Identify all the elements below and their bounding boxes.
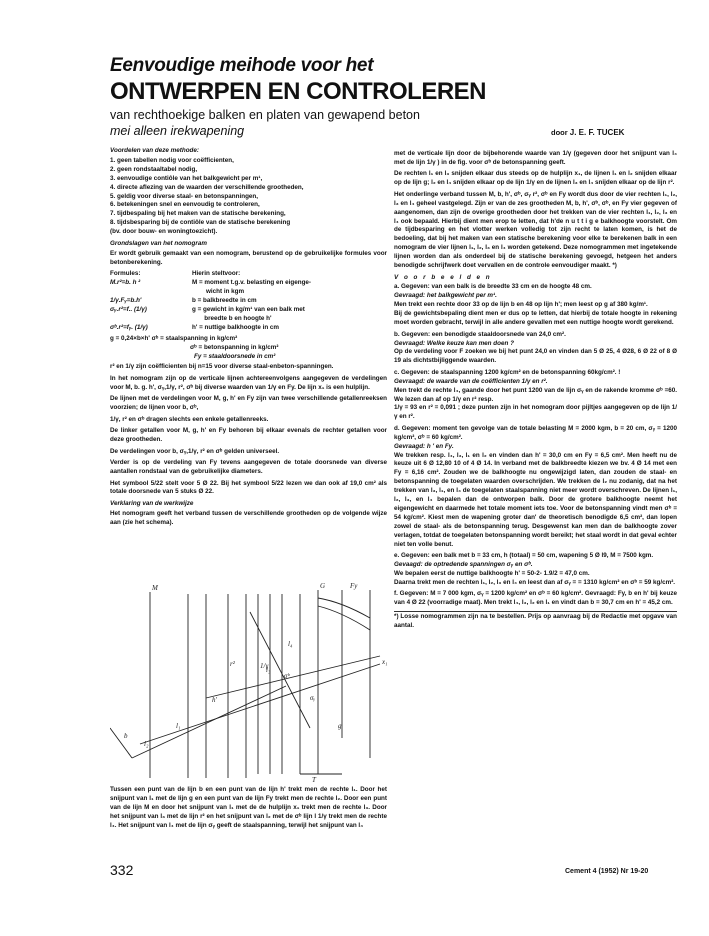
paragraph: De verdelingen voor b, σᵧ,1/γ, r² en σᵇ gelden universeel. xyxy=(110,447,280,455)
label-g: g xyxy=(338,722,342,730)
formula-desc: h' = nuttige balkhoogte in cm xyxy=(192,323,280,331)
nomogram-schema xyxy=(110,578,390,783)
article-title: ONTWERPEN EN CONTROLEREN xyxy=(110,78,487,105)
label-l4: l₄ xyxy=(288,640,293,648)
formula-desc: g = gewicht in kg/m¹ van een balk met xyxy=(192,306,305,313)
formula-desc: b = balkbreedte in cm xyxy=(192,297,257,305)
left-column-lower xyxy=(110,786,387,833)
label-r2: r² xyxy=(230,660,235,668)
nomogram-intro: Er wordt gebruik gemaakt van een nomogram, berustend op de gebruikelijke formules voor betonberekening. xyxy=(110,249,387,266)
formula: M.r²=b. h ² xyxy=(110,279,141,287)
example-e-step: We bepalen eerst de nuttige balkhoogte h' = 50-2- 1.9/2 = 47,0 cm. xyxy=(394,569,590,577)
example-a-answer: Men trekt een rechte door 33 op de lijn b en 48 op lijn h'; men leest op g af 380 kg/m¹. xyxy=(394,301,648,309)
example-a-note: Bij de gewichtsbepaling dient men er dus op te letten, dat hierbij de totale hoogte in rekening moet worden gebracht, terwijl in alle andere gevallen met een nuttige hoogte wordt gerekend. xyxy=(394,310,677,327)
example-a: a. Gegeven: van een balk is de breedte 33 cm en de hoogte 48 cm. xyxy=(394,283,592,291)
paragraph: met de verticale lijn door de bijbehorende waarde van 1/γ (gegeven door het snijpunt van l₄ met de lijn 1/γ ) in de fig. voor σᵇ de betonspanning geeft. xyxy=(394,150,677,166)
example-b-answer: Op de verdeling voor F zoeken we bij het punt 24,0 en vinden dan 5 Ø 25, 4 Ø28, 6 Ø 22 of 8 Ø 19 als dichtstbijliggende waarden. xyxy=(394,348,677,365)
sb-definition: σᵇ = betonspanning in kg/cm² xyxy=(190,343,279,351)
formula: 1/γ.Fᵧ=b.h' xyxy=(110,297,142,305)
formula-row xyxy=(110,279,387,288)
paragraph: Het onderlinge verband tussen M, b, h', σᵇ, σᵧ r², σᵇ en Fy wordt dus door de vier rechten l₁, l₂, l₃ en l₄ geheel vastgelegd. Zijn er van de zes grootheden M, b, h', σᵇ, σᵇ, en Fy vier gegeven of aangenomen, dan zijn de overige grootheden door het trekken van de vier rechten l₁, l₂, l₃ en l₄ ook bepaald. Hierbij dient men erop te letten, dat h'de n u t t i g e balkhoogte voorstelt. Om de tijdbesparing en het vlotter werken volledig tot zijn recht te laten komen, is het de bedoeling, dat bij het maken van een statische berekening voor elke te berekenen balk in een nomogram de vier lijnen l₁, l₂, l₃ en l₄ worden getekend. Deze nomogrammen met ingetekende lijnen worden dan als onderdeel bij de statische berekening gevoegd, hetgeen het anders benodigde schrijfwerk doet vervallen en de controle eenvoudiger maakt. *) xyxy=(394,190,677,270)
list-item: 4. directe aflezing van de waarden der verschillende grootheden, xyxy=(110,183,304,191)
advantages-heading: Voordelen van deze methode: xyxy=(110,147,199,154)
left-column xyxy=(110,147,387,530)
example-c-result: 1/γ = 93 en r² = 0,091 ; deze punten zijn in het nomogram door pijltjes aangegeven op de lijn 1/γ en r². xyxy=(394,404,677,421)
label-x1: x₁ xyxy=(382,658,388,666)
paragraph: Tussen een punt van de lijn b en een punt van de lijn h' trekt men de rechte l₁. Door het snijpunt van l₁ met de lijn g en een punt van de lijn Fy trekt men de rechte l₂. Door een punt van de lijn M en door het snijpunt van l₁ met de de hulplijn x₁ trekt men de rechte l₃. Door het snijpunt van l₃ met de lijn r² en het snijpunt van l₂ met de σᵇ lijn l 1/γ trekt men de rechte l₄. Het snijpunt van l₄ met de lijn σᵧ geeft de staalspanning, terwijl het snijpunt van l₄ xyxy=(110,786,387,829)
curve xyxy=(318,606,370,630)
example-c-question: Gevraagd: de waarde van de coëfficienten 1/γ en r². xyxy=(394,377,548,385)
formula-desc: breedte b en hoogte h' xyxy=(192,314,272,322)
article-subtitle-2: mei alleen irekwapening xyxy=(110,124,245,138)
formula: σᵇ.r²=fᵧ. (1/γ) xyxy=(110,323,148,331)
label-l1: l₁ xyxy=(176,722,181,730)
example-d: d. Gegeven: moment ten gevolge van de totale belasting M = 2000 kgm, b = 20 cm, σᵧ = 1200 kg/cm², σᵇ = 60 kg/cm². xyxy=(394,424,677,441)
line-l1 xyxy=(140,664,380,744)
formula xyxy=(110,315,192,324)
paragraph: De rechten l₁ en l₃ snijden elkaar dus steeds op de hulplijn x₁, de lijnen l₁ en l₂ snijden elkaar op de lijn g; l₂ en l₄ snijden elkaar op de lijn 1/γ en de lijnen l₃ en l₄ snijden elkaar op de lijn r². xyxy=(394,170,677,187)
example-a-question: Gevraagd: het balkgewicht per m¹. xyxy=(394,292,497,300)
example-e-answer: Daarna trekt men de rechten l₁, l₂, l₃ en l₄ en leest dan af σᵧ = = 1310 kg/cm² en σᵇ = 59 kg/cm². xyxy=(394,578,676,586)
line-l4 xyxy=(250,612,310,728)
list-item: 7. tijdbespaling bij het maken van de statische berekening, xyxy=(110,210,286,218)
label-l3: l₃ xyxy=(266,666,271,674)
example-c: c. Gegeven: de staalspanning 1200 kg/cm² en de betonspanning 60kg/cm². ! xyxy=(394,368,621,376)
label-h: h' xyxy=(212,696,217,704)
label-M: M xyxy=(152,584,158,592)
list-item: 6. betekeningen snel en eenvoudig te controleren, xyxy=(110,201,260,209)
formula-row xyxy=(110,306,387,315)
paragraph: Het nomogram geeft het verband tussen de verschillende grootheden op de volgende wijze aan (zie het schema). xyxy=(110,509,387,526)
author-prefix: door xyxy=(551,128,568,137)
formula xyxy=(110,288,192,297)
formulas-label: Formules: xyxy=(110,270,141,278)
list-item: (bv. door bouw- en woningtoezicht). xyxy=(110,228,218,236)
label-sy: σᵧ xyxy=(310,694,316,702)
formula-row xyxy=(110,315,387,324)
formulas-stelt: Hierin steltvoor: xyxy=(192,270,241,278)
list-item: 1. geen tabellen nodig voor coëfficienten, xyxy=(110,156,234,164)
g-formula: g = 0,24×b×h' σᵇ = staalspanning in kg/cm² xyxy=(110,334,238,342)
example-d-question: Gevraagd: h ' en Fy. xyxy=(394,442,454,450)
paragraph: Het symbool 5/22 stelt voor 5 Ø 22. Bij het symbool 5/22 lezen we dan ook af 19,0 cm² als totale doorsnede van 5 stuks Ø 22. xyxy=(110,479,387,496)
article-subtitle: van rechthoekige balken en platen van gewapend beton xyxy=(110,108,420,122)
list-item: 2. geen rondstaaltabel nodig, xyxy=(110,165,198,173)
example-f: f. Gegeven: M = 7 000 kgm, σᵧ = 1200 kg/cm² en σᵇ = 60 kg/cm². Gevraagd: Fy, b en h' bij keuze van 4 Ø 22 (voorradige maat). Men trekt l₄, l₃, l₂ en l₁ en vindt dan b = 30,7 cm en h' = 45,2 cm. xyxy=(394,590,677,607)
author-name: J. E. F. TUCEK xyxy=(569,128,625,137)
formula: σᵧ.r²=f.. (1/γ) xyxy=(110,306,147,313)
paragraph: De linker getallen voor M, g, h' en Fy behoren bij elkaar evenals de rechter getallen voor deze grootheden. xyxy=(110,427,387,444)
label-l2: l₂ xyxy=(144,740,149,748)
journal-reference: Cement 4 (1952) Nr 19-20 xyxy=(565,868,649,875)
right-column xyxy=(394,150,677,633)
paragraph: r² en 1/γ zijn coëfficienten bij n=15 voor diverse staal-enbeton-spanningen. xyxy=(110,363,334,371)
example-d-answer: We trekken resp. l₄, l₃, l₁ en l₂ en vinden dan h' = 30,0 cm en Fy = 6,5 cm². Men heeft nu de keuze uit 6 Ø 12,80 10 of 4 Ø 14. In verband met de balkbreedte kiezen we bv. 4 Ø 14 met een Fy = 6,16 cm². Zouden we de balkhoogte nu ongewijzigd laten, dan zouden de staal- en betonspanning de toegelaten waarden overschrijden. We trekken de l₂ nu zodanig, dat na het trekken van l₃, l₁, en l₄ de toegelaten staalspanning niet meer wordt overschreven. De lijnen l₁, l₂, l₃, en l₄ bepalen dan de ontworpen balk. Door de grotere balkhoogte neemt het eigengewicht en daarmede het totale moment iets toe. Voor de betonspanning vindt men σᵇ = 54 kg/cm². Kiest men de wapening groter dan' de theoretisch benodigde 6,5 cm², dan lopen zowel de staal- als de betonspanning terug. Desgewenst kan men dan de balkhoogte zover verlagen, totdat de toegelaten betonspanning wordt bereikt; het staal wordt in dat geval echter niet ten volle benut. xyxy=(394,451,677,548)
label-sb: σᵇ xyxy=(284,672,290,680)
example-b: b. Gegeven: een benodigde staaldoorsnede van 24,0 cm². xyxy=(394,330,566,338)
example-b-question: Gevraagd: Welke keuze kan men doen ? xyxy=(394,339,514,347)
example-c-answer: Men trekt de rechte l₄, gaande door het punt 1200 van de lijn σᵧ en de rakende kromme σᵇ =60. We lezen dan af op 1/γ en r² resp. xyxy=(394,386,677,403)
article-kicker: Eenvoudige meihode voor het xyxy=(110,55,374,76)
formula-row xyxy=(110,297,387,306)
label-b: b xyxy=(124,732,128,740)
label-1y: 1/γ xyxy=(260,662,269,670)
formula-desc: M = moment t.g.v. belasting en eigenge- xyxy=(192,279,312,287)
method-heading: Verklaring van de werkwijze xyxy=(110,499,194,507)
author-line xyxy=(551,128,624,137)
list-item: 3. eenvoudige contiôle van het balkgewicht per m¹, xyxy=(110,174,263,182)
formula-desc: wicht in kgm xyxy=(192,288,245,296)
list-item: 8. tijdsbesparing bij de contiôle van de statische berekening xyxy=(110,219,291,227)
fy-definition: Fy = staaldoorsnede in cm² xyxy=(194,352,276,360)
line-l2 xyxy=(132,686,286,758)
line-x1 xyxy=(110,728,132,758)
paragraph: Verder is op de verdeling van Fy tevens aangegeven de totale doorsnede van diverse aantallen rondstaal van de gebruikelijke diameters. xyxy=(110,459,387,476)
example-e: e. Gegeven: een balk met b = 33 cm, h (totaal) = 50 cm, wapening 5 Ø l9, M = 7500 kgm. xyxy=(394,552,654,560)
label-T: T xyxy=(312,776,316,783)
footnote: *) Losse nomogrammen zijn na te bestellen. Prijs op aanvraag bij de Redactie met opgave van aantal. xyxy=(394,612,677,629)
label-Fy: Fy xyxy=(350,582,358,590)
advantages-list xyxy=(110,157,387,237)
formulas-header xyxy=(110,270,387,279)
paragraph: 1/γ, r² en σᵇ dragen slechts een enkele getallenreeks. xyxy=(110,415,269,423)
formula-row xyxy=(110,288,387,297)
page-number: 332 xyxy=(110,862,134,878)
paragraph: De lijnen met de verdelingen voor M, g, h' en Fy zijn van twee verschillende getallenreeksen voorzien; de lijnen voor b, σᵇ, xyxy=(110,395,387,412)
paragraph: In het nomogram zijn op de verticale lijnen achtereenvolgens aangegeven de verdelingen voor M, b. g. h', σᵧ,1/γ, r², σᵇ bij diverse waarden van 1/γ en Fy. De lijn x₁ is een hulplijn. xyxy=(110,374,387,391)
nomogram-heading: Grondslagen van het nomogram xyxy=(110,240,207,248)
label-G: G xyxy=(320,582,326,590)
examples-heading: V o o r b e e l d e n xyxy=(394,273,492,281)
formula-row xyxy=(110,324,387,333)
example-e-question: Gevaagd: de optredende spanningen σᵧ en σᵇ. xyxy=(394,561,533,569)
list-item: 5. geldig voor diverse staal- en betonspanningen, xyxy=(110,192,259,200)
